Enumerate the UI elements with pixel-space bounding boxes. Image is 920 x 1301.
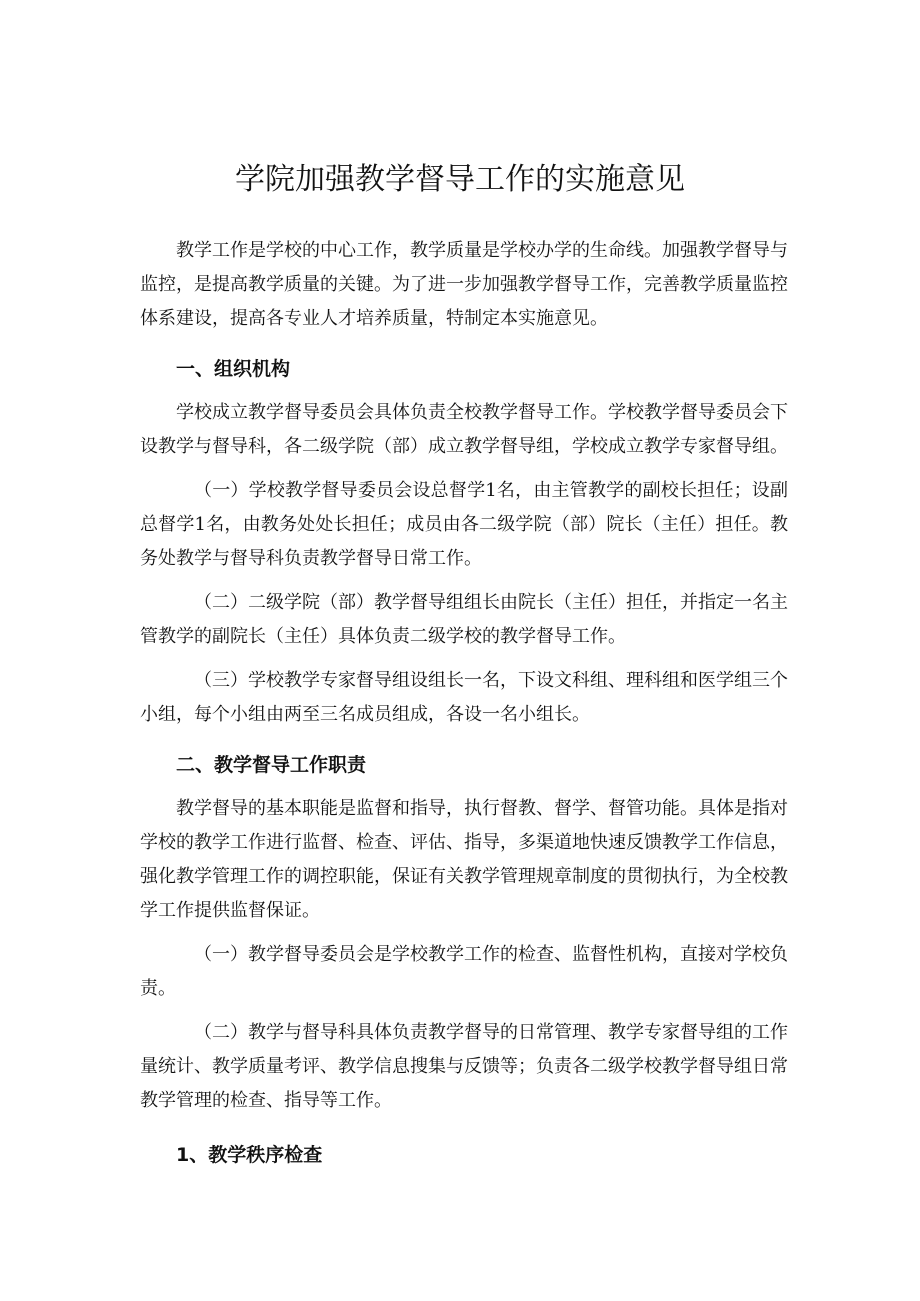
subsection-heading-order-check: 1、教学秩序检查 — [176, 1144, 323, 1166]
list-item: （二）教学与督导科具体负责教学督导的日常管理、教学专家督导组的工作量统计、教学质量考评、教学信息搜集与反馈等；负责各二级学校教学督导组日常教学管理的检查、指导等工作。 — [140, 1022, 788, 1111]
list-item: （一）教学督导委员会是学校教学工作的检查、监督性机构，直接对学校负责。 — [140, 944, 788, 999]
section-heading-duties: 二、教学督导工作职责 — [176, 754, 367, 776]
section-paragraph: 学校成立教学督导委员会具体负责全校教学督导工作。学校教学督导委员会下设教学与督导科，各二级学院（部）成立教学督导组，学校成立教学专家督导组。 — [140, 402, 788, 457]
intro-paragraph: 教学工作是学校的中心工作，教学质量是学校办学的生命线。加强教学督导与监控，是提高教学质量的关键。为了进一步加强教学督导工作，完善教学质量监控体系建设，提高各专业人才培养质量，特制定本实施意见。 — [140, 240, 788, 329]
section-paragraph: 教学督导的基本职能是监督和指导，执行督教、督学、督管功能。具体是指对学校的教学工作进行监督、检查、评估、指导，多渠道地快速反馈教学工作信息，强化教学管理工作的调控职能，保证有关教学管理规章制度的贯彻执行，为全校教学工作提供监督保证。 — [140, 798, 788, 921]
document-body — [140, 234, 788, 1172]
list-item: （一）学校教学督导委员会设总督学1名，由主管教学的副校长担任；设副总督学1名，由教务处处长担任；成员由各二级学院（部）院长（主任）担任。教务处教学与督导科负责教学督导日常工作。 — [140, 480, 788, 569]
list-item: （三）学校教学专家督导组设组长一名，下设文科组、理科组和医学组三个小组，每个小组由两至三名成员组成，各设一名小组长。 — [140, 670, 788, 725]
section-heading-organization: 一、组织机构 — [176, 358, 291, 380]
list-item: （二）二级学院（部）教学督导组组长由院长（主任）担任，并指定一名主管教学的副院长（主任）具体负责二级学校的教学督导工作。 — [140, 592, 788, 647]
document-title: 学院加强教学督导工作的实施意见 — [235, 162, 685, 197]
